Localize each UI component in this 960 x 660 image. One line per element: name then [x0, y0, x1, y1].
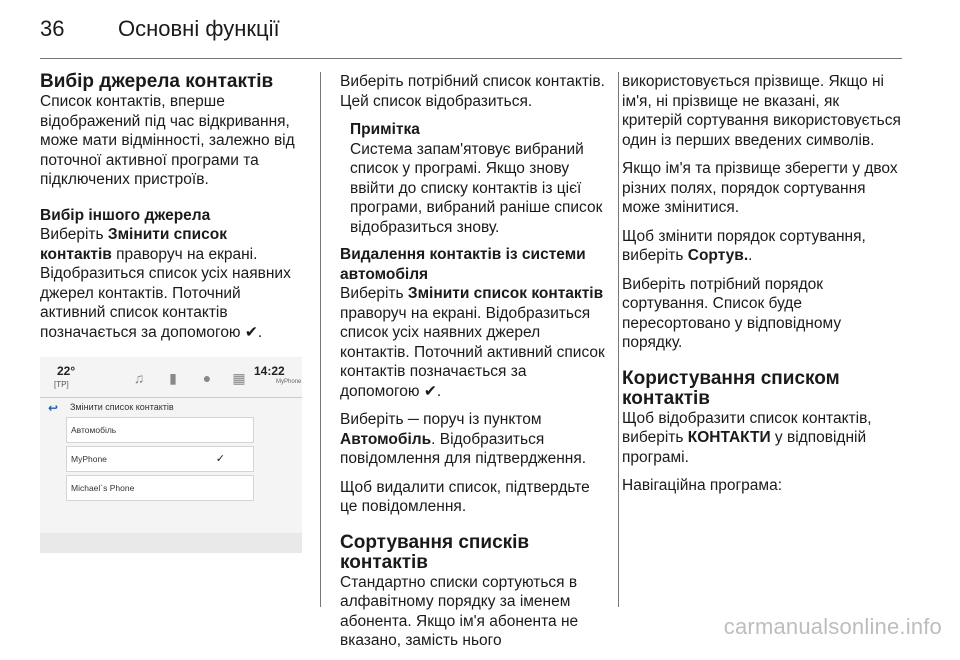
clock: 14:22 — [254, 364, 285, 378]
list-item — [66, 446, 254, 472]
back-arrow-icon: ↩ — [48, 401, 59, 415]
checkmark-icon: ✔ — [244, 323, 258, 341]
watermark: carmanualsonline.info — [723, 614, 942, 639]
paragraph: Виберіть потрібний порядок сортування. Список буде пересортовано у відповідному порядку. — [622, 275, 842, 351]
paragraph: Якщо ім'я та прізвище зберегти у двох різних полях, порядок сортування може змінитися. — [622, 160, 898, 216]
menu-term: Змінити список контактів — [407, 285, 604, 302]
list-item-label: MyPhone — [71, 454, 107, 464]
paragraph — [340, 410, 606, 469]
contact-source-list — [66, 417, 254, 504]
column-divider — [320, 72, 321, 607]
column-divider — [618, 72, 619, 607]
music-icon: ♫ — [133, 370, 145, 386]
text: . — [436, 382, 442, 400]
list-item-label: Michael`s Phone — [71, 483, 135, 493]
text: у відповідній програмі. — [622, 429, 867, 466]
column-2 — [340, 72, 606, 660]
paragraph — [622, 227, 902, 266]
minus-icon: ─ — [407, 411, 419, 428]
section-heading: Користування списком контактів — [622, 367, 840, 409]
paragraph — [340, 284, 606, 401]
device-name: MyPhone — [276, 379, 302, 385]
menu-term: Автомобіль — [340, 430, 432, 448]
list-item — [66, 417, 254, 443]
menu-term: Змінити список контактів — [40, 226, 228, 263]
section-heading: Вибір джерела контактів — [40, 71, 274, 92]
section-heading: Сортування списків контактів — [340, 531, 530, 573]
page-number: 36 — [40, 16, 65, 41]
infotainment-screen-illustration — [40, 357, 302, 553]
menu-term: КОНТАКТИ — [687, 429, 771, 446]
text: Виберіть — [40, 226, 108, 243]
paragraph: використовується прізвище. Якщо ні ім'я, ні прізвище не вказані, як критерій сортування використовується один із перших введених символів. — [622, 73, 901, 149]
text: Щоб відобразити список контактів, виберіть — [622, 409, 872, 446]
paragraph: Щоб видалити список, підтвердьте це повідомлення. — [340, 478, 590, 515]
paragraph — [622, 409, 902, 468]
checkmark-icon: ✓ — [215, 453, 225, 465]
note-box — [350, 120, 606, 237]
paragraph: Список контактів, вперше відображений під час відкривання, може мати відмінності, залежно від поточної активної програми та підключених пристроїв. — [40, 93, 295, 188]
text: Виберіть — [340, 285, 408, 302]
text: . Відобразиться повідомлення для підтвердження. — [340, 430, 587, 467]
text: праворуч на екрані. Відобразиться список усіх наявних джерел контактів. Поточний активний список контактів позначається за допомогою — [40, 245, 291, 341]
text: . — [257, 323, 263, 341]
note-heading: Примітка — [350, 121, 420, 138]
info-icon: ● — [202, 370, 212, 386]
chapter-title: Основні функції — [118, 16, 280, 41]
text: . — [748, 247, 753, 264]
temperature: 22° — [57, 364, 76, 378]
menu-term: Сортув. — [687, 247, 749, 264]
divider — [40, 397, 302, 398]
status-bar — [40, 357, 302, 399]
paragraph: Навігаційна програма: — [622, 477, 783, 494]
page-header — [40, 16, 280, 42]
paragraph: Стандартно списки сортуються в алфавітному порядку за іменем абонента. Якщо ім'я абонента не вказано, замість нього — [340, 573, 579, 649]
text: Щоб змінити порядок сортування, виберіть — [622, 227, 866, 264]
paragraph: Виберіть потрібний список контактів. Цей список відобразиться. — [340, 73, 605, 110]
header-rule — [40, 58, 902, 59]
paragraph — [40, 225, 302, 342]
column-1 — [40, 72, 302, 351]
bottom-bar — [40, 533, 302, 553]
phone-icon: ▮ — [169, 370, 177, 386]
grid-icon: ▦ — [232, 370, 246, 386]
column-3 — [622, 72, 902, 505]
subsection-heading: Видалення контактів із системи автомобіля — [340, 246, 586, 283]
screen-title: Змінити список контактів — [70, 402, 174, 412]
text: поруч із пунктом — [418, 411, 542, 428]
text: Виберіть — [340, 411, 408, 428]
text: праворуч на екрані. Відобразиться список усіх наявних джерел контактів. Поточний активний список контактів позначається за допомогою — [340, 304, 605, 400]
subsection-heading: Вибір іншого джерела — [40, 206, 211, 224]
list-item-label: Автомобіль — [71, 425, 117, 435]
tp-indicator: [TP] — [54, 380, 69, 389]
checkmark-icon: ✔ — [423, 382, 437, 400]
list-item — [66, 475, 254, 501]
note-body: Система запам'ятовує вибраний список у програмі. Якщо знову ввійти до списку контактів із цієї програми, вибраний раніше список відобразиться знову. — [350, 140, 603, 236]
